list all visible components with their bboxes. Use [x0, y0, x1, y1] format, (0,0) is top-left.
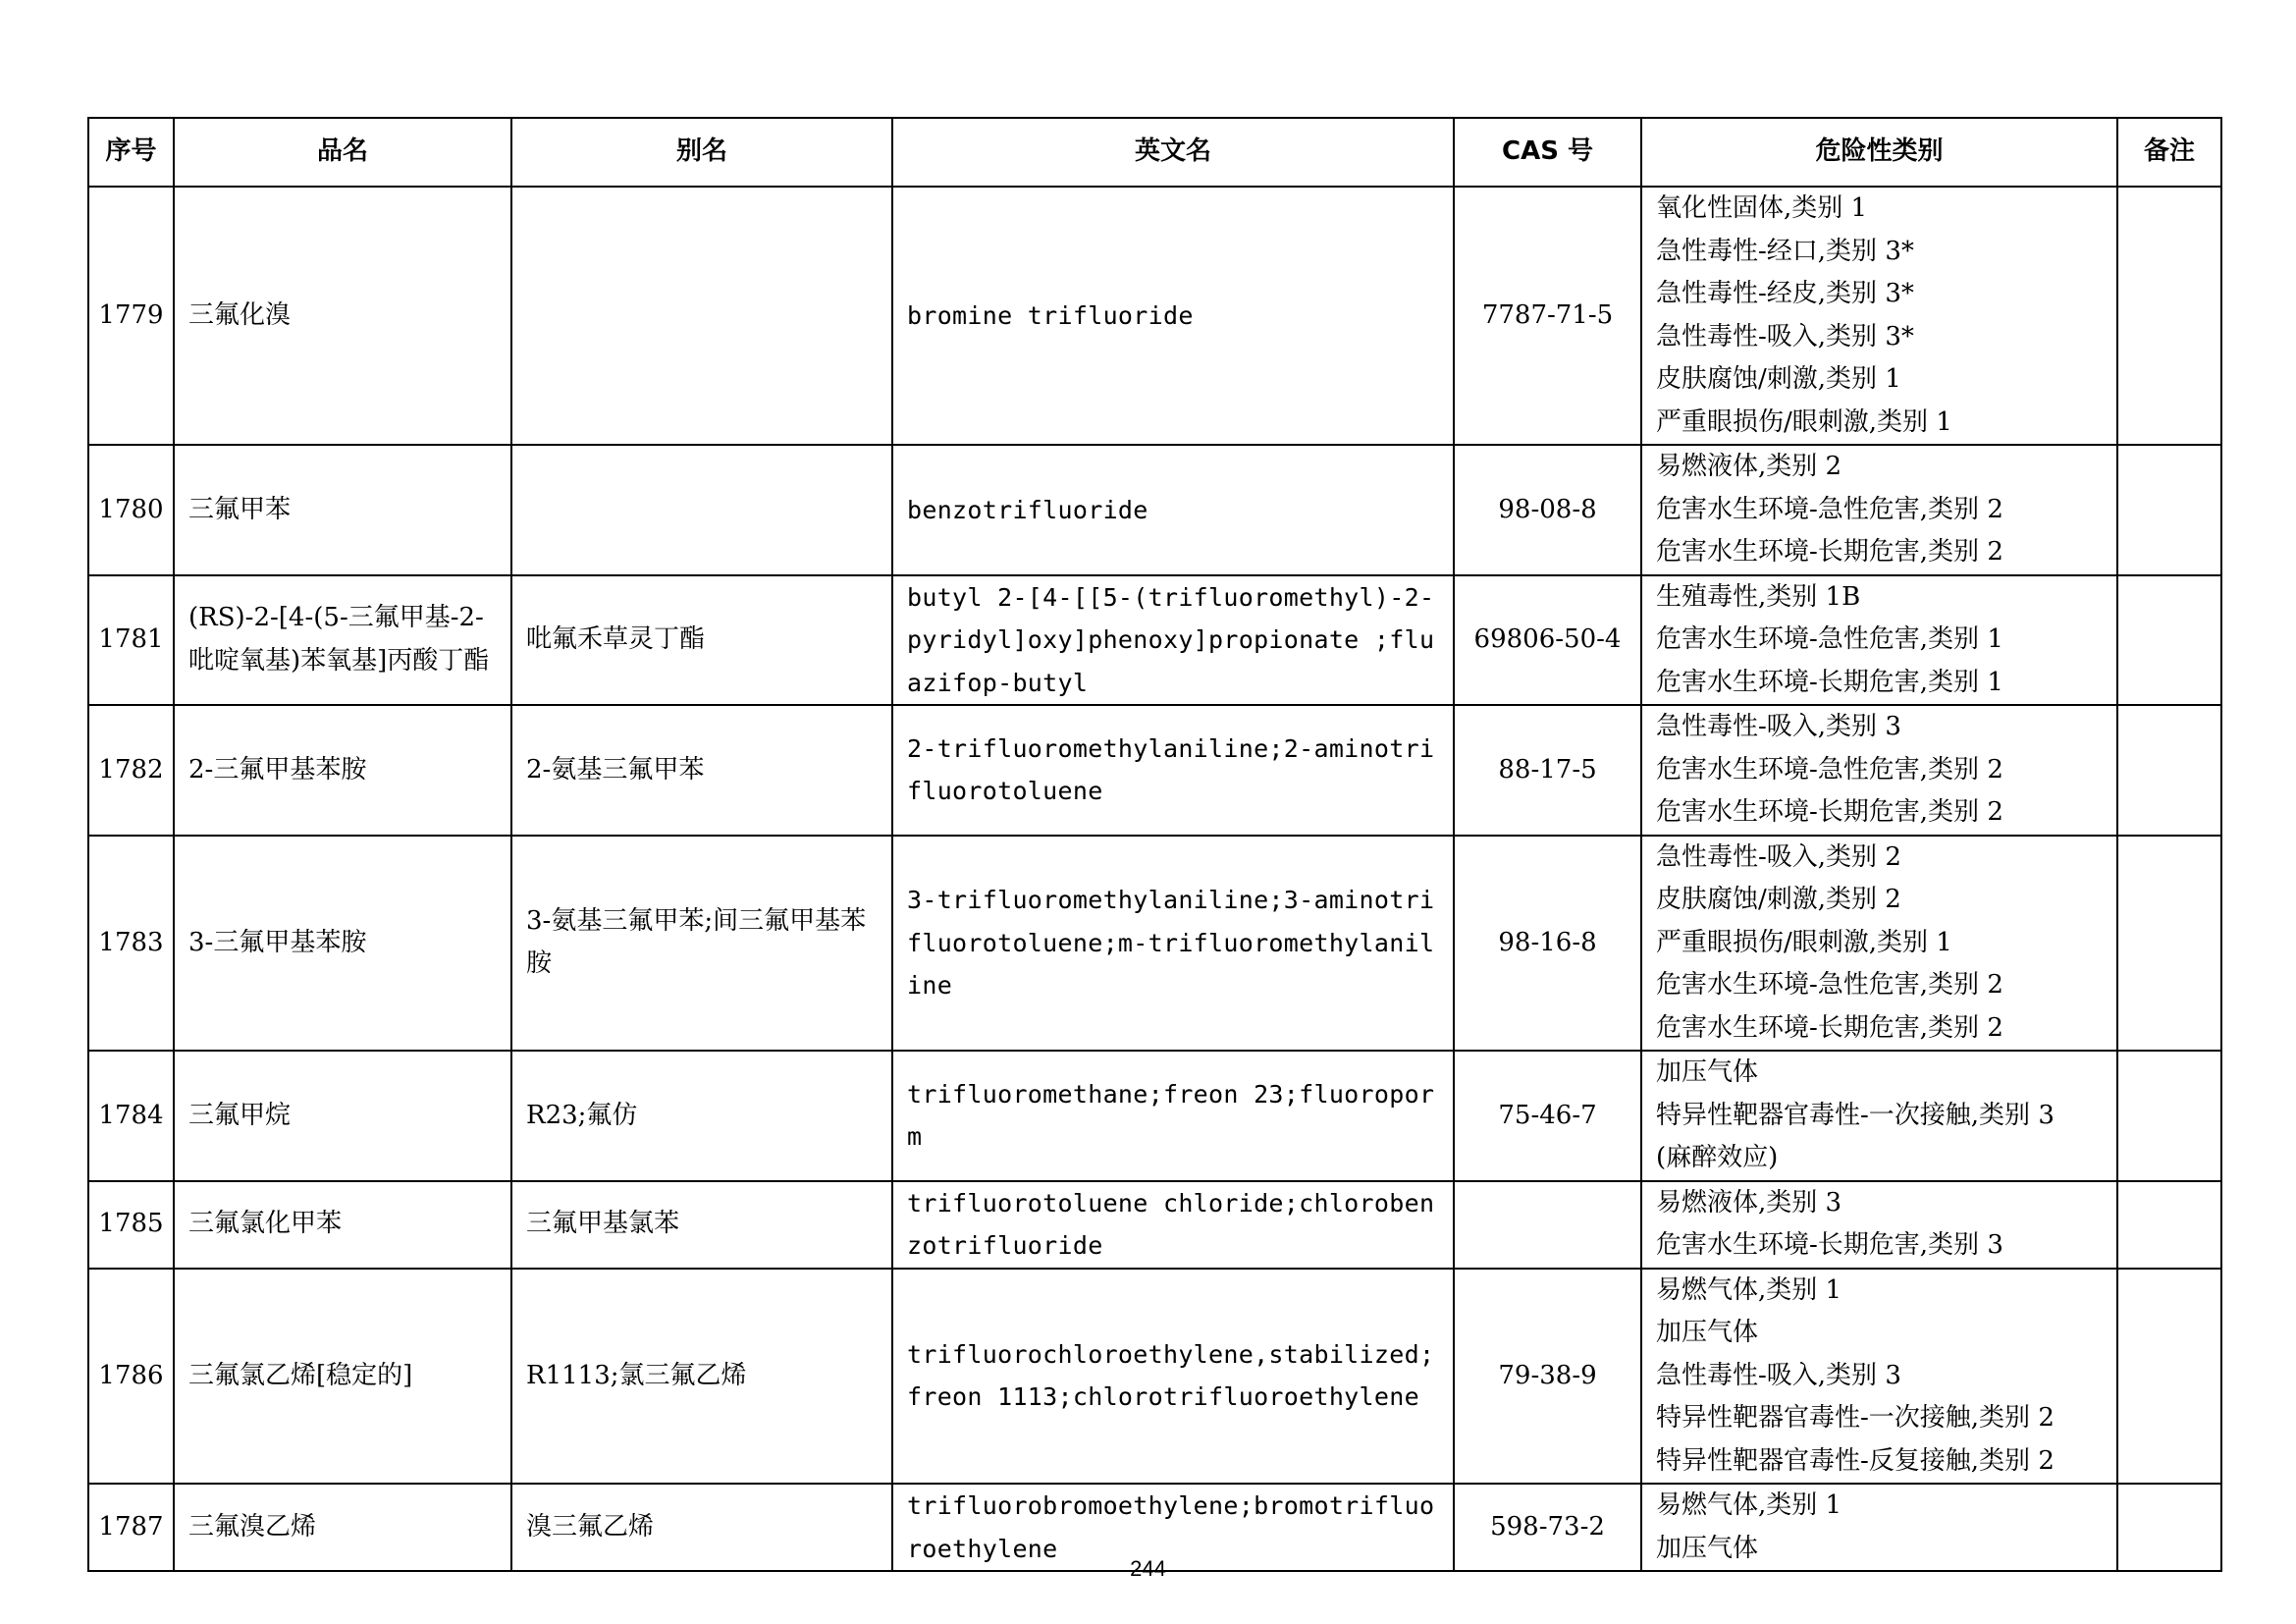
- header-name: 品名: [174, 118, 511, 187]
- alias-cell: [511, 445, 892, 575]
- product-name-cell: 三氟氯化甲苯: [174, 1181, 511, 1269]
- hazard-class-cell: [1641, 445, 2117, 575]
- chemical-hazard-table: [87, 117, 2222, 1572]
- row-number-cell: 1782: [88, 705, 174, 836]
- row-number-cell: 1784: [88, 1051, 174, 1181]
- hazard-line: 特异性靶器官毒性-反复接触,类别 2: [1656, 1445, 2055, 1476]
- product-name-cell: 三氟氯乙烯[稳定的]: [174, 1269, 511, 1485]
- cas-number-cell: 598-73-2: [1454, 1484, 1641, 1571]
- remark-cell: [2117, 1051, 2221, 1181]
- english-name-cell: trifluoromethane;freon 23;fluoroporm: [892, 1051, 1454, 1181]
- hazard-line: 皮肤腐蚀/刺激,类别 2: [1656, 885, 1901, 914]
- hazard-class-cell: [1641, 1051, 2117, 1181]
- hazard-class-cell: [1641, 187, 2117, 445]
- hazard-class-cell: [1641, 1269, 2117, 1485]
- hazard-line: 皮肤腐蚀/刺激,类别 1: [1656, 364, 1901, 394]
- cas-number-cell: 98-16-8: [1454, 836, 1641, 1052]
- row-number-cell: 1783: [88, 836, 174, 1052]
- table-row: [88, 1051, 2221, 1181]
- hazard-line: 危害水生环境-长期危害,类别 2: [1656, 537, 2003, 567]
- hazard-line: 急性毒性-吸入,类别 3: [1656, 1360, 1901, 1390]
- alias-cell: 三氟甲基氯苯: [511, 1181, 892, 1269]
- hazard-line: 加压气体: [1656, 1533, 1759, 1563]
- row-number-cell: 1785: [88, 1181, 174, 1269]
- remark-cell: [2117, 1181, 2221, 1269]
- alias-cell: 吡氟禾草灵丁酯: [511, 575, 892, 706]
- hazard-class-cell: [1641, 705, 2117, 836]
- header-hazard-class: 危险性类别: [1641, 118, 2117, 187]
- alias-cell: 溴三氟乙烯: [511, 1484, 892, 1571]
- hazard-line: 危害水生环境-长期危害,类别 2: [1656, 797, 2003, 827]
- row-number-cell: 1786: [88, 1269, 174, 1485]
- row-number-cell: 1787: [88, 1484, 174, 1571]
- hazard-class-cell: [1641, 575, 2117, 706]
- hazard-line: (麻醉效应): [1656, 1143, 1779, 1172]
- hazard-class-cell: [1641, 836, 2117, 1052]
- product-name-cell: 三氟甲烷: [174, 1051, 511, 1181]
- alias-cell: 3-氨基三氟甲苯;间三氟甲基苯胺: [511, 836, 892, 1052]
- table-body: [88, 187, 2221, 1571]
- hazard-class-cell: [1641, 1181, 2117, 1269]
- product-name-cell: 三氟溴乙烯: [174, 1484, 511, 1571]
- remark-cell: [2117, 836, 2221, 1052]
- alias-cell: R23;氟仿: [511, 1051, 892, 1181]
- hazard-line: 氧化性固体,类别 1: [1656, 193, 1868, 223]
- hazard-line: 急性毒性-经口,类别 3*: [1656, 236, 1914, 266]
- remark-cell: [2117, 445, 2221, 575]
- hazard-line: 危害水生环境-长期危害,类别 1: [1656, 667, 2003, 697]
- header-remark: 备注: [2117, 118, 2221, 187]
- table-row: [88, 187, 2221, 445]
- product-name-cell: 3-三氟甲基苯胺: [174, 836, 511, 1052]
- hazard-line: 易燃液体,类别 3: [1656, 1187, 1842, 1218]
- cas-number-cell: 75-46-7: [1454, 1051, 1641, 1181]
- hazard-line: 危害水生环境-长期危害,类别 3: [1656, 1230, 2003, 1260]
- english-name-cell: trifluorochloroethylene,stabilized;freon 1113;chlorotrifluoroethylene: [892, 1269, 1454, 1485]
- english-name-cell: 2-trifluoromethylaniline;2-aminotrifluorotoluene: [892, 705, 1454, 836]
- table-header-row: [88, 118, 2221, 187]
- english-name-cell: bromine trifluoride: [892, 187, 1454, 445]
- english-name-cell: trifluorotoluene chloride;chlorobenzotrifluoride: [892, 1181, 1454, 1269]
- hazard-line: 特异性靶器官毒性-一次接触,类别 3: [1656, 1100, 2055, 1130]
- cas-number-cell: 98-08-8: [1454, 445, 1641, 575]
- hazard-line: 危害水生环境-长期危害,类别 2: [1656, 1012, 2003, 1043]
- cas-number-cell: [1454, 1181, 1641, 1269]
- hazard-line: 易燃气体,类别 1: [1656, 1490, 1842, 1520]
- table-row: [88, 445, 2221, 575]
- english-name-cell: 3-trifluoromethylaniline;3-aminotrifluorotoluene;m-trifluoromethylaniline: [892, 836, 1454, 1052]
- remark-cell: [2117, 187, 2221, 445]
- hazard-line: 危害水生环境-急性危害,类别 2: [1656, 970, 2003, 1000]
- cas-number-cell: 7787-71-5: [1454, 187, 1641, 445]
- table-row: [88, 575, 2221, 706]
- hazard-line: 加压气体: [1656, 1057, 1759, 1087]
- alias-cell: R1113;氯三氟乙烯: [511, 1269, 892, 1485]
- row-number-cell: 1781: [88, 575, 174, 706]
- english-name-cell: trifluorobromoethylene;bromotrifluoroethylene: [892, 1484, 1454, 1571]
- english-name-cell: benzotrifluoride: [892, 445, 1454, 575]
- english-name-cell: butyl 2-[4-[[5-(trifluoromethyl)-2-pyridyl]oxy]phenoxy]propionate ;fluazifop-butyl: [892, 575, 1454, 706]
- remark-cell: [2117, 705, 2221, 836]
- hazard-line: 危害水生环境-急性危害,类别 1: [1656, 624, 2003, 654]
- hazard-line: 急性毒性-经皮,类别 3*: [1656, 279, 1914, 308]
- hazard-line: 急性毒性-吸入,类别 3*: [1656, 321, 1914, 352]
- remark-cell: [2117, 1269, 2221, 1485]
- header-cas-number: CAS 号: [1454, 118, 1641, 187]
- hazard-line: 危害水生环境-急性危害,类别 2: [1656, 754, 2003, 785]
- header-alias: 别名: [511, 118, 892, 187]
- table-row: [88, 836, 2221, 1052]
- hazard-line: 加压气体: [1656, 1318, 1759, 1347]
- product-name-cell: (RS)-2-[4-(5-三氟甲基-2-吡啶氧基)苯氧基]丙酸丁酯: [174, 575, 511, 706]
- header-no: 序号: [88, 118, 174, 187]
- page-number: 244: [1130, 1556, 1166, 1581]
- header-english-name: 英文名: [892, 118, 1454, 187]
- hazard-line: 易燃液体,类别 2: [1656, 452, 1842, 481]
- hazard-line: 危害水生环境-急性危害,类别 2: [1656, 494, 2003, 524]
- product-name-cell: 三氟化溴: [174, 187, 511, 445]
- hazard-line: 特异性靶器官毒性-一次接触,类别 2: [1656, 1403, 2055, 1433]
- hazard-line: 急性毒性-吸入,类别 3: [1656, 712, 1901, 741]
- cas-number-cell: 88-17-5: [1454, 705, 1641, 836]
- cas-number-cell: 79-38-9: [1454, 1269, 1641, 1485]
- remark-cell: [2117, 575, 2221, 706]
- hazard-line: 严重眼损伤/眼刺激,类别 1: [1656, 927, 1952, 957]
- table-row: [88, 1181, 2221, 1269]
- alias-cell: [511, 187, 892, 445]
- row-number-cell: 1780: [88, 445, 174, 575]
- row-number-cell: 1779: [88, 187, 174, 445]
- cas-number-cell: 69806-50-4: [1454, 575, 1641, 706]
- alias-cell: 2-氨基三氟甲苯: [511, 705, 892, 836]
- table-row: [88, 1269, 2221, 1485]
- table-row: [88, 705, 2221, 836]
- hazard-line: 严重眼损伤/眼刺激,类别 1: [1656, 406, 1952, 437]
- product-name-cell: 三氟甲苯: [174, 445, 511, 575]
- product-name-cell: 2-三氟甲基苯胺: [174, 705, 511, 836]
- hazard-line: 生殖毒性,类别 1B: [1656, 581, 1861, 612]
- hazard-line: 急性毒性-吸入,类别 2: [1656, 841, 1901, 872]
- hazard-line: 易燃气体,类别 1: [1656, 1274, 1842, 1305]
